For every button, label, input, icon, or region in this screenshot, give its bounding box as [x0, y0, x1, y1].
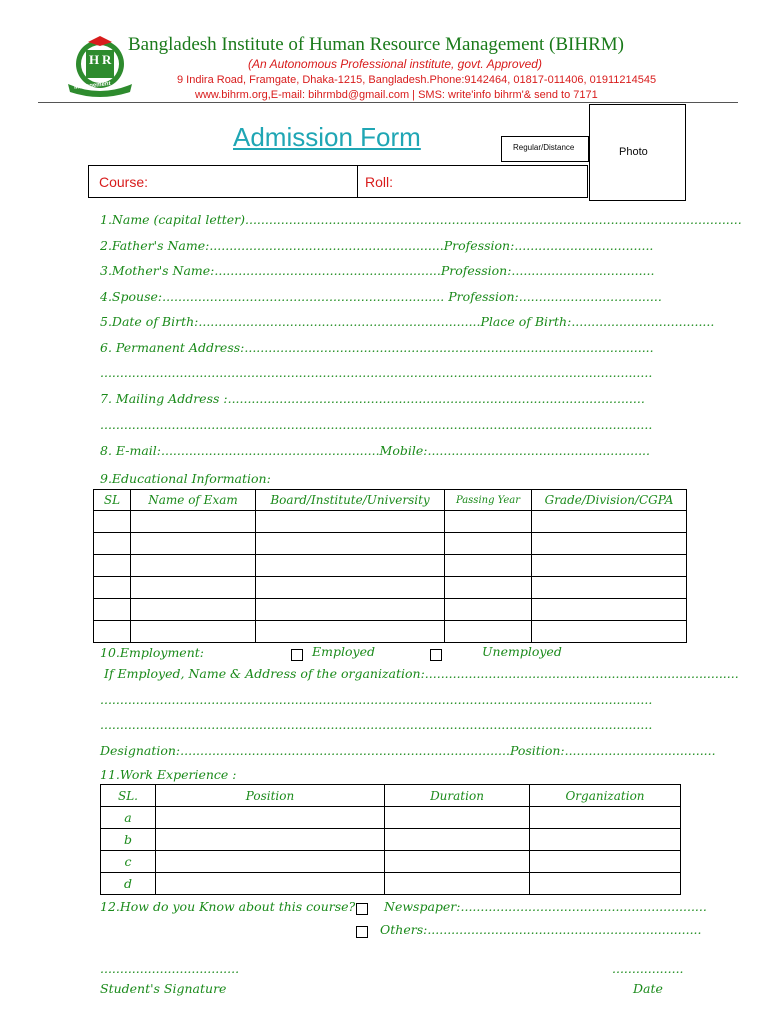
edu-header-board: Board/Institute/University	[256, 490, 445, 511]
dob-label: 5.Date of Birth:	[100, 314, 199, 329]
name-label: 1.Name (capital letter)	[100, 212, 246, 227]
father-profession-label: Profession:	[443, 238, 515, 253]
logo-letter-r: R	[102, 52, 112, 67]
table-row[interactable]	[94, 533, 687, 555]
spouse-label: 4.Spouse:	[100, 289, 163, 304]
unemployed-label: Unemployed	[482, 644, 562, 659]
course-roll-box	[88, 165, 588, 198]
mother-profession-label: Profession:	[440, 263, 512, 278]
spouse-profession-label: Profession:	[448, 289, 519, 304]
logo-letter-h: H	[89, 52, 100, 67]
course-field[interactable]: Course:	[99, 174, 149, 190]
father-name-field[interactable]: 2.Father's Name:...........................................................Profession:...................................	[100, 238, 654, 253]
permanent-address-label: 6. Permanent Address:	[100, 340, 245, 355]
employed-label: Employed	[312, 644, 375, 659]
course-roll-divider	[357, 166, 358, 197]
newspaper-label: Newspaper:	[384, 899, 461, 914]
organization-line-2[interactable]: ...........................................................................................................................................	[100, 692, 653, 707]
mode-box[interactable]	[501, 136, 589, 162]
educational-info-label: 9.Educational Information:	[100, 471, 271, 486]
name-field[interactable]: 1.Name (capital letter).............................................................................................................................	[100, 212, 742, 227]
edu-header-sl: SL	[94, 490, 131, 511]
permanent-address-field[interactable]: 6. Permanent Address:.......................................................................................................	[100, 340, 654, 355]
others-label: Others:	[380, 922, 428, 937]
table-row[interactable]	[101, 829, 681, 851]
mailing-address-field[interactable]: 7. Mailing Address :.........................................................................................................	[100, 391, 645, 406]
signature-line[interactable]: ...................................	[100, 961, 240, 976]
work-header-position: Position	[156, 785, 385, 807]
position-label: Position:	[509, 743, 565, 758]
mother-name-label: 3.Mother's Name:	[100, 263, 215, 278]
photo-label: Photo	[619, 146, 648, 158]
how-know-label: 12.How do you Know about this course?	[100, 899, 356, 914]
mobile-label: Mobile:	[379, 443, 428, 458]
others-field[interactable]: Others:.....................................................................	[380, 922, 702, 937]
edu-header-grade: Grade/Division/CGPA	[532, 490, 687, 511]
designation-label: Designation:	[100, 743, 181, 758]
spouse-field[interactable]: 4.Spouse:....................................................................... Profession:....................................	[100, 289, 662, 304]
table-row[interactable]	[101, 807, 681, 829]
work-header-duration: Duration	[385, 785, 530, 807]
date-label: Date	[633, 981, 663, 996]
work-row-label: c	[101, 851, 156, 873]
organization-label: If Employed, Name & Address of the organization:	[104, 666, 425, 681]
newspaper-field[interactable]: Newspaper:..............................................................	[384, 899, 707, 914]
table-row[interactable]	[94, 599, 687, 621]
institute-address: 9 Indira Road, Framgate, Dhaka-1215, Bangladesh.Phone:9142464, 01817-011406, 01911214545	[177, 74, 657, 86]
table-row[interactable]	[101, 873, 681, 895]
mode-label: Regular/Distance	[513, 143, 575, 152]
table-row[interactable]	[94, 511, 687, 533]
student-signature-label: Student's Signature	[100, 981, 227, 996]
employed-checkbox[interactable]	[291, 649, 303, 661]
institute-logo	[64, 36, 136, 98]
header-divider	[38, 102, 738, 103]
photo-box[interactable]	[589, 104, 686, 201]
dob-field[interactable]: 5.Date of Birth:.......................................................................Place of Birth:....................................	[100, 314, 715, 329]
edu-header-year: Passing Year	[445, 490, 532, 511]
logo-ribbon-text: Management	[73, 81, 111, 91]
unemployed-checkbox[interactable]	[430, 649, 442, 661]
work-header-sl: SL.	[101, 785, 156, 807]
institute-contact: www.bihrm.org,E-mail: bihrmbd@gmail.com | SMS: write'info bihrm'& send to 7171	[195, 89, 598, 101]
pob-label: Place of Birth:	[480, 314, 572, 329]
institute-name: Bangladesh Institute of Human Resource Management (BIHRM)	[128, 34, 624, 55]
work-row-label: d	[101, 873, 156, 895]
mother-name-field[interactable]: 3.Mother's Name:.........................................................Profession:....................................	[100, 263, 655, 278]
organization-field[interactable]: If Employed, Name & Address of the organization:...............................................................................	[104, 666, 739, 681]
employment-label: 10.Employment:	[100, 645, 204, 660]
table-row[interactable]	[94, 555, 687, 577]
permanent-address-line-2[interactable]: ...........................................................................................................................................	[100, 365, 653, 380]
email-label: 8. E-mail:	[100, 443, 161, 458]
newspaper-checkbox[interactable]	[356, 903, 368, 915]
organization-line-3[interactable]: ...........................................................................................................................................	[100, 717, 653, 732]
form-title: Admission Form	[233, 122, 421, 152]
work-row-label: b	[101, 829, 156, 851]
institute-subtitle: (An Autonomous Professional institute, govt. Approved)	[248, 57, 542, 71]
education-table	[93, 489, 687, 643]
date-line[interactable]: ..................	[612, 961, 684, 976]
work-header-organization: Organization	[530, 785, 681, 807]
mailing-address-label: 7. Mailing Address :	[100, 391, 228, 406]
mailing-address-line-2[interactable]: ...........................................................................................................................................	[100, 417, 653, 432]
table-row[interactable]	[94, 621, 687, 643]
work-experience-table	[100, 784, 681, 895]
email-field[interactable]: 8. E-mail:.......................................................Mobile:........................................................	[100, 443, 650, 458]
father-name-label: 2.Father's Name:	[100, 238, 210, 253]
work-row-label: a	[101, 807, 156, 829]
others-checkbox[interactable]	[356, 926, 368, 938]
table-row[interactable]	[101, 851, 681, 873]
edu-header-exam: Name of Exam	[131, 490, 256, 511]
work-experience-label: 11.Work Experience :	[100, 767, 237, 782]
table-row[interactable]	[94, 577, 687, 599]
designation-field[interactable]: Designation:...................................................................................Position:......................................	[100, 743, 716, 758]
roll-field[interactable]: Roll:	[365, 174, 394, 190]
